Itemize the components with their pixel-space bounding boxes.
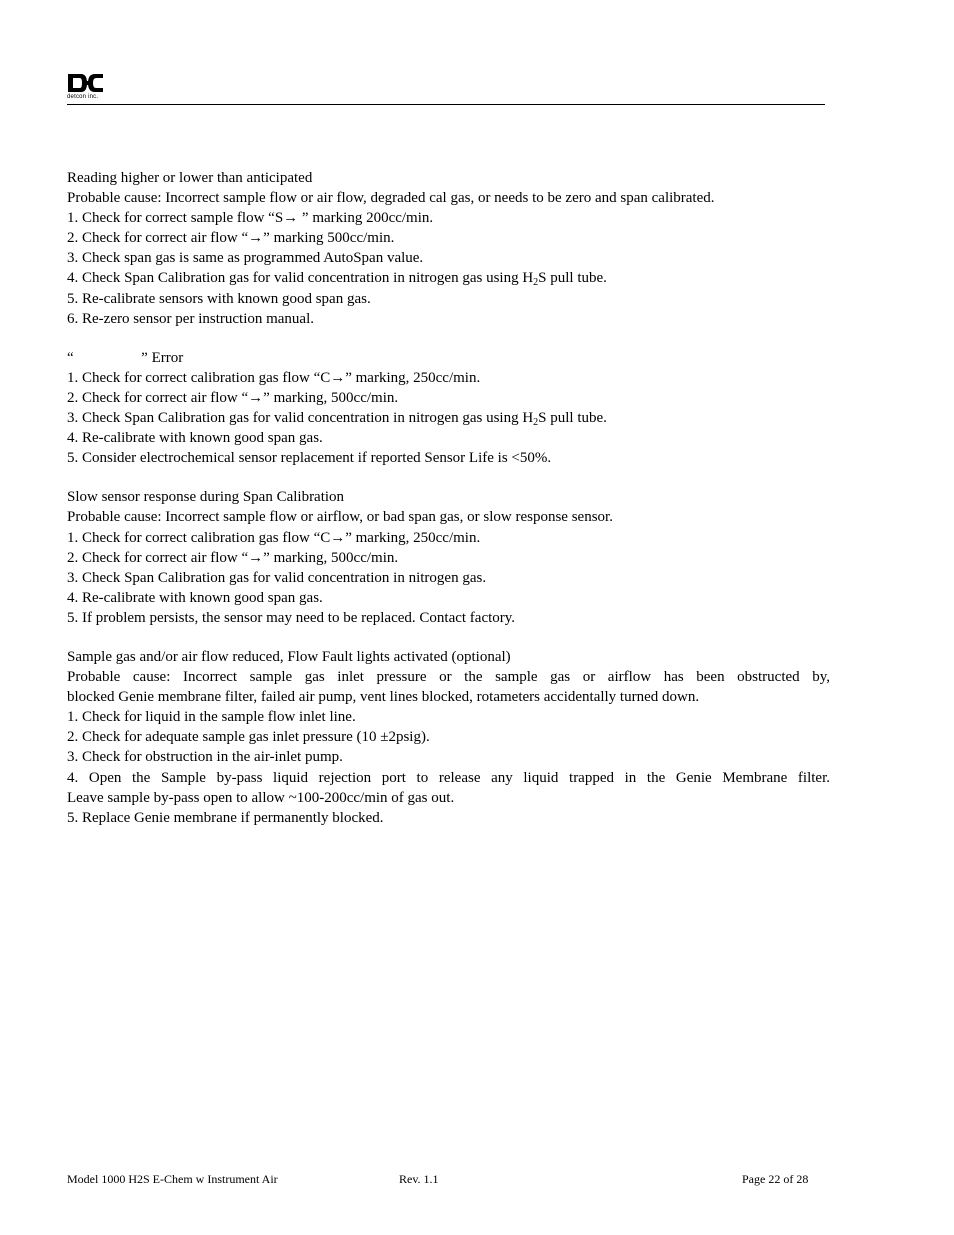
section-line: 5. Consider electrochemical sensor replacement if reported Sensor Life is <50%. bbox=[67, 450, 552, 467]
section-heading: Slow sensor response during Span Calibration bbox=[67, 489, 345, 506]
section-line: 2. Check for adequate sample gas inlet pressure (10 ±2psig). bbox=[67, 729, 430, 746]
section-line: 4. Re-calibrate with known good span gas. bbox=[67, 430, 323, 447]
section-line: 5. If problem persists, the sensor may need to be replaced. Contact factory. bbox=[67, 609, 516, 626]
section-line: 2. Check for correct air flow “→” marking, 500cc/min. bbox=[67, 549, 399, 566]
section-line: 4. Re-calibrate with known good span gas. bbox=[67, 589, 323, 606]
section-heading: “ ” Error bbox=[67, 349, 184, 366]
section-line: 4. Open the Sample by-pass liquid rejection port to release any liquid trapped in the Genie Membrane filter. bbox=[67, 769, 830, 786]
troubleshooting-section bbox=[67, 487, 830, 628]
footer-model: Model 1000 H2S E-Chem w Instrument Air bbox=[67, 1172, 278, 1186]
troubleshooting-section bbox=[67, 647, 830, 828]
footer-page-number: Page 22 of 28 bbox=[742, 1172, 809, 1186]
section-line: 5. Replace Genie membrane if permanently blocked. bbox=[67, 809, 384, 826]
section-line: 1. Check for correct calibration gas flow “C→” marking, 250cc/min. bbox=[67, 369, 481, 386]
section-line: 2. Check for correct air flow “→” marking, 500cc/min. bbox=[67, 389, 399, 406]
section-line: 5. Re-calibrate sensors with known good span gas. bbox=[67, 290, 371, 307]
section-heading: Reading higher or lower than anticipated bbox=[67, 170, 313, 186]
troubleshooting-section bbox=[67, 348, 830, 469]
section-line: 2. Check for correct air flow “→” marking 500cc/min. bbox=[67, 230, 395, 247]
document-body bbox=[67, 168, 830, 847]
subscript: 2 bbox=[533, 277, 539, 289]
section-line: 3. Check span gas is same as programmed AutoSpan value. bbox=[67, 250, 424, 267]
section-line: 3. Check Span Calibration gas for valid concentration in nitrogen gas. bbox=[67, 569, 487, 586]
line-text: S pull tube. bbox=[538, 270, 607, 287]
subscript: 2 bbox=[533, 417, 539, 429]
section-line: Probable cause: Incorrect sample flow or air flow, degraded cal gas, or needs to be zero and span calibrated. bbox=[67, 190, 715, 207]
section-line: 1. Check for correct calibration gas flow “C→” marking, 250cc/min. bbox=[67, 529, 481, 546]
section-line: 3. Check for obstruction in the air-inlet pump. bbox=[67, 749, 343, 766]
section-line: blocked Genie membrane filter, failed air pump, vent lines blocked, rotameters accidentally turned down. bbox=[67, 689, 700, 706]
page-header bbox=[67, 70, 825, 105]
section-line: 1. Check for liquid in the sample flow inlet line. bbox=[67, 709, 356, 726]
section-line: 1. Check for correct sample flow “S→ ” marking 200cc/min. bbox=[67, 210, 434, 227]
section-line bbox=[67, 408, 830, 428]
section-line: Probable cause: Incorrect sample flow or airflow, or bad span gas, or slow response sensor. bbox=[67, 509, 613, 526]
section-heading: Sample gas and/or air flow reduced, Flow Fault lights activated (optional) bbox=[67, 648, 511, 665]
line-text: S pull tube. bbox=[538, 410, 607, 427]
section-line: 6. Re-zero sensor per instruction manual. bbox=[67, 310, 315, 327]
section-line: Probable cause: Incorrect sample gas inlet pressure or the sample gas or airflow has been obstructed by, bbox=[67, 669, 830, 686]
section-line: Leave sample by-pass open to allow ~100-200cc/min of gas out. bbox=[67, 789, 455, 806]
line-text: 3. Check Span Calibration gas for valid concentration in nitrogen gas using H bbox=[67, 410, 534, 427]
troubleshooting-section bbox=[67, 168, 830, 329]
line-text: 4. Check Span Calibration gas for valid concentration in nitrogen gas using H bbox=[67, 270, 534, 287]
logo-caption: detcon inc. bbox=[67, 94, 99, 100]
section-line bbox=[67, 268, 830, 288]
footer-revision: Rev. 1.1 bbox=[399, 1172, 439, 1186]
